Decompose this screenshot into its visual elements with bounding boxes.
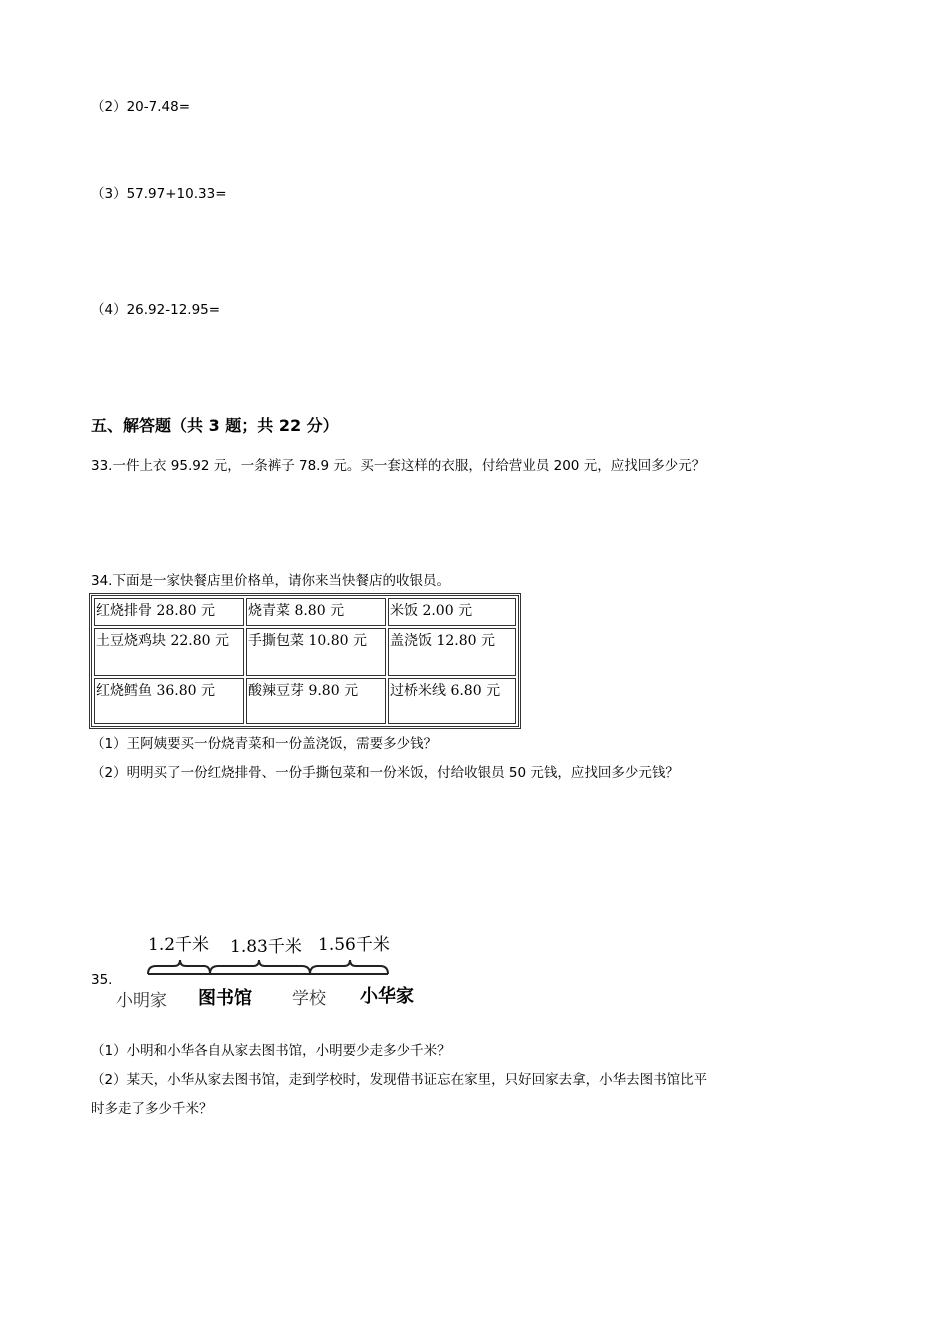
calc-item-2: （2）20-7.48= [91, 99, 191, 115]
table-row [94, 598, 516, 626]
place-label: 小华家 [360, 986, 414, 1007]
question-34-intro: 34.下面是一家快餐店里价格单，请你来当快餐店的收银员。 [91, 573, 450, 589]
table-row [94, 678, 516, 724]
table-row [94, 628, 516, 676]
calc-item-4: （4）26.92-12.95= [91, 302, 221, 318]
table-cell: 盖浇饭 12.80 元 [388, 628, 516, 676]
distance-label: 1.83千米 [230, 937, 302, 957]
question-34-sub2: （2）明明买了一份红烧排骨、一份手撕包菜和一份米饭，付给收银员 50 元钱，应找回多少元钱？ [91, 765, 679, 781]
question-34-sub1: （1）王阿姨要买一份烧青菜和一份盖浇饭，需要多少钱？ [91, 736, 438, 752]
question-35-sub1: （1）小明和小华各自从家去图书馆，小明要少走多少千米？ [91, 1043, 451, 1059]
price-table [89, 593, 521, 729]
calc-item-3: （3）57.97+10.33= [91, 186, 227, 202]
question-35-number: 35. [91, 972, 113, 988]
table-cell: 手撕包菜 10.80 元 [246, 628, 386, 676]
table-cell: 烧青菜 8.80 元 [246, 598, 386, 626]
question-33: 33.一件上衣 95.92 元，一条裤子 78.9 元。买一套这样的衣服，付给营业员 200 元，应找回多少元？ [91, 458, 706, 474]
table-cell: 红烧排骨 28.80 元 [94, 598, 244, 626]
brace-icon [210, 960, 310, 974]
place-label: 学校 [292, 989, 326, 1009]
distance-label: 1.2千米 [148, 935, 210, 955]
brace-icon [148, 960, 210, 974]
section-title: 五、解答题（共 3 题；共 22 分） [91, 416, 339, 435]
place-label: 图书馆 [198, 988, 252, 1009]
table-cell: 酸辣豆芽 9.80 元 [246, 678, 386, 724]
place-label: 小明家 [116, 991, 167, 1011]
question-35-sub2-cont: 时多走了多少千米？ [91, 1101, 213, 1117]
distance-label: 1.56千米 [318, 935, 390, 955]
route-diagram [112, 930, 432, 1012]
table-cell: 米饭 2.00 元 [388, 598, 516, 626]
brace-icon [310, 960, 388, 974]
question-35-sub2: （2）某天，小华从家去图书馆，走到学校时，发现借书证忘在家里，只好回家去拿，小华去图书馆比平 [91, 1072, 708, 1088]
table-cell: 土豆烧鸡块 22.80 元 [94, 628, 244, 676]
table-cell: 过桥米线 6.80 元 [388, 678, 516, 724]
table-cell: 红烧鳕鱼 36.80 元 [94, 678, 244, 724]
